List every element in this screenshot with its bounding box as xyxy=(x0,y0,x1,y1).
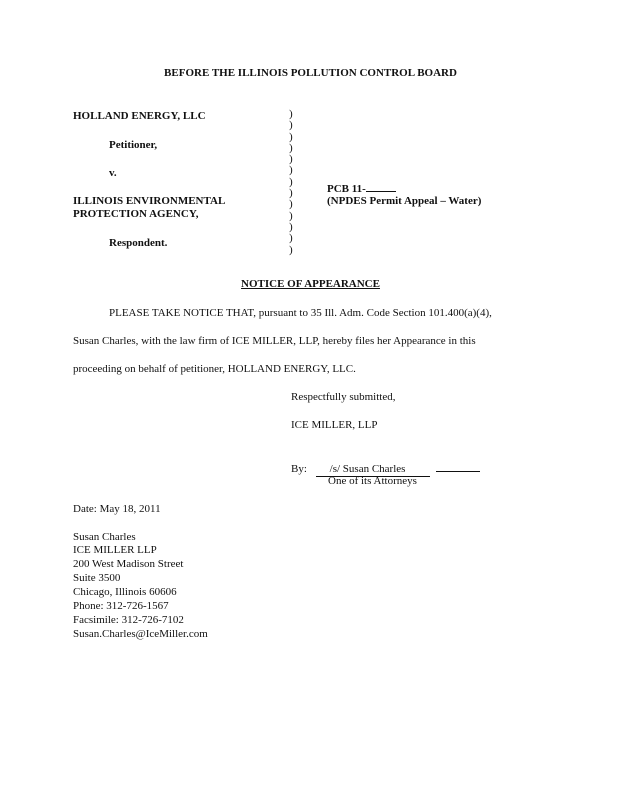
notice-title: NOTICE OF APPEARANCE xyxy=(241,278,380,290)
caption-paren-column xyxy=(289,109,293,256)
body-line-3: proceeding on behalf of petitioner, HOLLAND ENERGY, LLC. xyxy=(73,363,356,375)
caption-paren: ) xyxy=(289,108,293,120)
contact-phone: Phone: 312-726-1567 xyxy=(73,600,169,612)
caption-paren: ) xyxy=(289,198,293,211)
signature-blank xyxy=(436,461,480,472)
attorneys-label: One of its Attorneys xyxy=(328,475,417,487)
caption-paren: ) xyxy=(289,232,293,245)
caption-paren: ) xyxy=(289,220,293,233)
closing-firm: ICE MILLER, LLP xyxy=(291,419,378,431)
case-number-blank xyxy=(366,181,396,192)
contact-name: Susan Charles xyxy=(73,531,136,543)
caption-paren: ) xyxy=(289,175,293,188)
caption-paren: ) xyxy=(289,153,293,166)
body-line-2: Susan Charles, with the law firm of ICE MILLER, LLP, hereby files her Appearance in this xyxy=(73,335,476,347)
by-label: By: xyxy=(291,463,307,475)
caption-paren: ) xyxy=(289,164,293,177)
petitioner-role: Petitioner, xyxy=(109,139,158,151)
caption-paren: ) xyxy=(289,130,293,143)
contact-fax: Facsimile: 312-726-7102 xyxy=(73,614,184,626)
date-line: Date: May 18, 2011 xyxy=(73,503,161,515)
versus-label: v. xyxy=(109,167,117,179)
case-number-text: PCB 11- xyxy=(327,183,366,195)
petitioner-name: HOLLAND ENERGY, LLC xyxy=(73,110,206,122)
respectfully-submitted: Respectfully submitted, xyxy=(291,391,396,403)
contact-street: 200 West Madison Street xyxy=(73,558,184,570)
caption-paren: ) xyxy=(289,187,293,200)
caption-paren: ) xyxy=(289,209,293,222)
contact-email: Susan.Charles@IceMiller.com xyxy=(73,628,208,640)
case-number xyxy=(327,181,396,196)
respondent-name-line1: ILLINOIS ENVIRONMENTAL xyxy=(73,195,226,207)
contact-firm: ICE MILLER LLP xyxy=(73,544,157,556)
contact-suite: Suite 3500 xyxy=(73,572,121,584)
board-title: BEFORE THE ILLINOIS POLLUTION CONTROL BOARD xyxy=(164,67,457,79)
case-type: (NPDES Permit Appeal – Water) xyxy=(327,195,482,207)
respondent-role: Respondent. xyxy=(109,237,168,249)
caption-paren: ) xyxy=(289,141,293,154)
respondent-name-line2: PROTECTION AGENCY, xyxy=(73,208,199,220)
body-line-1: PLEASE TAKE NOTICE THAT, pursuant to 35 Ill. Adm. Code Section 101.400(a)(4), xyxy=(109,307,492,319)
caption-paren: ) xyxy=(289,119,293,132)
contact-city: Chicago, Illinois 60606 xyxy=(73,586,177,598)
caption-paren: ) xyxy=(289,243,293,256)
signature-text: /s/ Susan Charles xyxy=(316,463,431,477)
